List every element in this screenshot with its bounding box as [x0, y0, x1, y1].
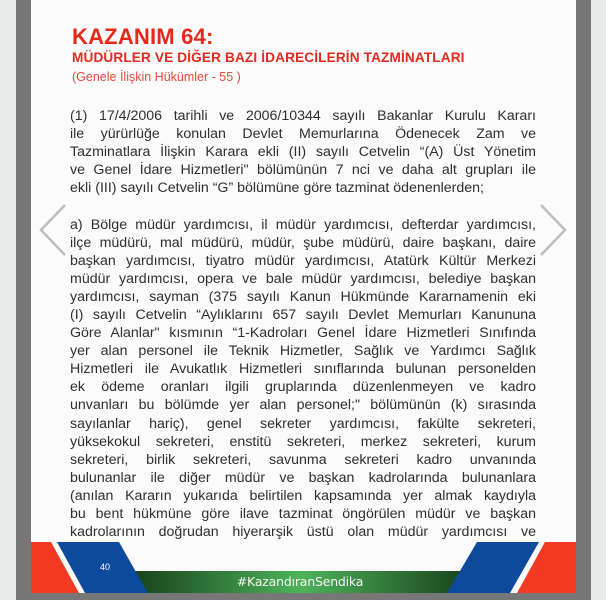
right-frame-bar	[576, 0, 591, 600]
text-line: yüksekokul sekreteri, enstitü sekreteri, merkez sekreteri, kurum	[70, 433, 536, 450]
text-line: (anılan Kararın yukarıda belirtilen kapsamında yer almak kaydıyla	[70, 487, 536, 504]
chevron-left-icon[interactable]	[38, 200, 68, 260]
text-line: Tazminatlara İlişkin Karara ekli (II) sayılı Cetvelin “(A) Üst Yönetim	[70, 144, 536, 160]
text-line: ek ödeme oranları ilgili gruplarında düzenlenmeyen ve kadro	[70, 379, 536, 396]
chevron-right-icon[interactable]	[538, 200, 568, 260]
paragraph-2	[70, 216, 536, 541]
text-line: Göre Alanlar" kısmının “1-Kadroları Genel İdare Hizmetleri Sınıfında	[70, 325, 536, 342]
text-line: müdür yardımcısı, opera ve bale müdür yardımcısı, belediye başkan	[70, 271, 536, 288]
text-line: (I) sayılı Cetvelin “Aylıklarını 657 sayılı Devlet Memurları Kanununa	[70, 307, 536, 324]
document-page	[31, 0, 576, 593]
paragraph-1	[70, 107, 536, 197]
text-line: kadrolarının doğrudan hiyerarşik üstü olan müdür yardımcısı ve	[70, 523, 536, 540]
text-line: yardımcısı, sayman (375 sayılı Kanun Hükmünde Kararnamenin eki	[70, 289, 536, 306]
page-number: 40	[99, 562, 110, 572]
text-line: bulunanlar ile diğer müdür ve başkan kadrolarında bulunanlara	[70, 469, 536, 486]
text-line: ekli (III) sayılı Cetvelin “G” bölümüne göre tazminat ödenenlerden;	[70, 180, 485, 196]
text-line: yer alan personel ile Teknik Hizmetler, Sağlık ve Yardımcı Sağlık	[70, 343, 536, 360]
text-line: ile yürürlüğe konulan Devlet Memurlarına Ödenecek Zam ve	[70, 126, 536, 142]
text-line: başkan yardımcısı, tiyatro müdür yardımcısı, Atatürk Kültür Merkezi	[70, 253, 536, 270]
footer-hashtag: #KazandıranSendika	[236, 574, 364, 589]
left-frame-bar	[16, 0, 31, 600]
bottom-frame-bar	[16, 593, 591, 600]
text-line: unvanları bu bölümde yer alan personel;" bölümünün (k) sırasında	[70, 397, 536, 414]
page-subtitle: MÜDÜRLER VE DİĞER BAZI İDARECİLERİN TAZMİNATLARI	[72, 50, 465, 65]
page-title: KAZANIM 64:	[72, 24, 214, 49]
text-line: Hizmetleri ile Avukatlık Hizmetleri sınıflarında bulunan personelden	[70, 361, 536, 378]
text-line: ilçe müdürü, mal müdürü, müdür, şube müdürü, daire başkanı, daire	[70, 235, 536, 252]
text-line: ve Genel İdare Hizmetleri" bölümünün 7 nci ve daha alt grupları ile	[70, 162, 536, 178]
text-line: sekreteri, birlik sekreteri, savunma sekreteri kadro unvanında	[70, 451, 536, 468]
text-line: sayılanlar hariç), genel sekreter yardımcısı, fakülte sekreteri,	[70, 415, 536, 432]
text-line: a) Bölge müdür yardımcısı, il müdür yardımcısı, defterdar yardımcısı,	[70, 217, 536, 233]
text-line: bu bent hükmüne göre ilave tazminat öngörülen müdür ve başkan	[70, 505, 536, 522]
scope-note: (Genele İlişkin Hükümler - 55 )	[72, 70, 241, 84]
text-line: (1) 17/4/2006 tarihli ve 2006/10344 sayılı Bakanlar Kurulu Kararı	[70, 108, 536, 124]
